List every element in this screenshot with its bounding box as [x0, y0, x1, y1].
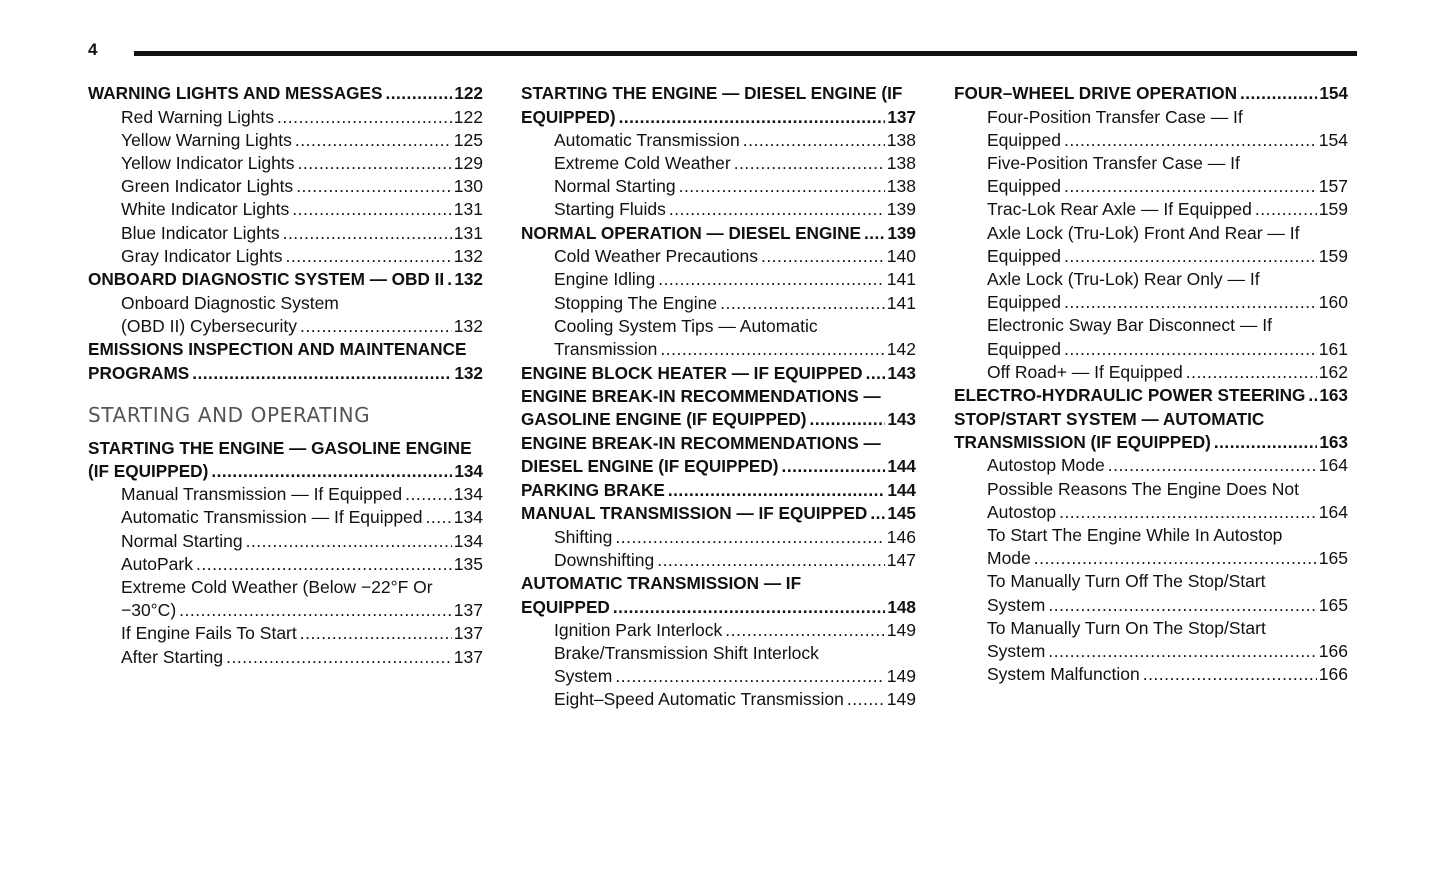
entry-title: AUTOMATIC TRANSMISSION — IF [521, 573, 802, 594]
toc-sub-entry[interactable] [88, 483, 483, 506]
entry-title: (IF EQUIPPED) [88, 461, 209, 482]
dot-leader [298, 152, 452, 175]
entry-title: To Manually Turn On The Stop/Start [987, 617, 1266, 638]
page-ref: 132 [454, 362, 483, 383]
dot-leader [847, 688, 885, 711]
page-ref: 164 [1318, 501, 1348, 522]
toc-main-entry[interactable] [954, 408, 1348, 454]
dot-leader [761, 245, 885, 268]
dot-leader [277, 106, 452, 129]
entry-title: GASOLINE ENGINE (IF EQUIPPED) [521, 409, 807, 430]
toc-main-entry[interactable] [521, 385, 916, 431]
entry-title: Downshifting [554, 549, 655, 570]
page-ref: 132 [453, 315, 483, 336]
toc-main-entry[interactable] [521, 222, 916, 245]
toc-main-entry[interactable] [954, 384, 1348, 407]
entry-title: White Indicator Lights [121, 199, 290, 220]
toc-main-entry[interactable] [88, 82, 483, 105]
toc-sub-entry[interactable] [88, 553, 483, 576]
entry-title: Ignition Park Interlock [554, 619, 723, 640]
dot-leader [725, 619, 885, 642]
page-ref: 134 [453, 530, 483, 551]
toc-sub-entry[interactable] [88, 106, 483, 129]
toc-main-entry[interactable] [521, 502, 916, 525]
dot-leader [1064, 291, 1317, 314]
entry-title: Possible Reasons The Engine Does Not [987, 478, 1299, 499]
entry-title: Eight–Speed Automatic Transmission [554, 689, 844, 710]
page-ref: 137 [887, 106, 916, 127]
header-rule [134, 51, 1357, 56]
entry-title: NORMAL OPERATION — DIESEL ENGINE [521, 223, 861, 243]
entry-title: Mode [987, 548, 1031, 569]
toc-main-entry[interactable] [521, 432, 916, 478]
dot-leader [295, 129, 452, 152]
entry-title: Autostop [987, 501, 1057, 522]
entry-title: EQUIPPED) [521, 106, 616, 127]
dot-leader [447, 268, 452, 291]
page-ref: 134 [453, 507, 483, 528]
entry-title: STOP/START SYSTEM — AUTOMATIC [954, 409, 1265, 430]
toc-main-entry[interactable] [88, 338, 483, 384]
page-ref: 163 [1319, 432, 1348, 453]
toc-sub-entry[interactable] [88, 152, 483, 175]
toc-sub-entry[interactable] [88, 530, 483, 553]
toc-sub-entry[interactable] [521, 198, 916, 221]
page-ref: 134 [454, 461, 483, 482]
entry-title: If Engine Fails To Start [121, 623, 297, 644]
toc-main-entry[interactable] [521, 362, 916, 385]
page-ref: 146 [886, 526, 916, 547]
page-ref: 149 [886, 619, 916, 640]
page-ref: 122 [453, 106, 483, 127]
entry-title: PROGRAMS [88, 362, 190, 383]
entry-title: Shifting [554, 526, 613, 547]
toc-sub-entry[interactable] [954, 454, 1348, 477]
dot-leader [870, 502, 885, 525]
toc-sub-entry[interactable] [521, 526, 916, 549]
dot-leader [615, 526, 884, 549]
dot-leader [660, 338, 884, 361]
entry-title: Yellow Indicator Lights [121, 153, 295, 173]
dot-leader [285, 245, 451, 268]
toc-sub-entry[interactable] [954, 478, 1348, 524]
page-ref: 129 [453, 153, 483, 173]
entry-title: Off Road+ — If Equipped [987, 361, 1183, 382]
entry-title: Starting Fluids [554, 199, 666, 220]
page-ref: 160 [1318, 292, 1348, 313]
entry-title: Automatic Transmission — If Equipped [121, 507, 423, 528]
page-ref: 137 [453, 646, 483, 667]
page-ref: 161 [1318, 338, 1348, 359]
toc-sub-entry[interactable] [954, 152, 1348, 198]
toc-column-3 [954, 82, 1348, 686]
entry-title: Five-Position Transfer Case — If [987, 153, 1240, 173]
entry-title: DIESEL ENGINE (IF EQUIPPED) [521, 456, 779, 477]
entry-title: Normal Starting [554, 176, 676, 197]
entry-title: ONBOARD DIAGNOSTIC SYSTEM — OBD II [88, 269, 445, 290]
dot-leader [615, 665, 884, 688]
dot-leader [720, 292, 885, 315]
dot-leader [866, 362, 886, 385]
entry-title: Cooling System Tips — Automatic [554, 315, 818, 336]
entry-title: Equipped [987, 338, 1061, 359]
toc-main-entry[interactable] [954, 82, 1348, 105]
page-ref: 157 [1318, 176, 1348, 197]
entry-title: Autostop Mode [987, 455, 1105, 476]
page-ref: 154 [1319, 83, 1348, 104]
toc-sub-entry[interactable] [88, 175, 483, 198]
page-ref: 141 [886, 292, 916, 313]
entry-title: Electronic Sway Bar Disconnect — If [987, 315, 1272, 336]
dot-leader [405, 483, 452, 506]
page-ref: 159 [1318, 245, 1348, 266]
entry-title: ENGINE BLOCK HEATER — IF EQUIPPED [521, 362, 863, 383]
entry-title: Red Warning Lights [121, 106, 275, 127]
entry-title: Extreme Cold Weather [554, 153, 731, 173]
entry-title: Equipped [987, 245, 1061, 266]
entry-title: Transmission [554, 339, 658, 360]
entry-title: System [987, 641, 1046, 662]
entry-title: AutoPark [121, 553, 193, 574]
dot-leader [864, 222, 885, 245]
page-ref: 131 [453, 199, 483, 220]
entry-title: Trac-Lok Rear Axle — If Equipped [987, 199, 1252, 220]
toc-main-entry[interactable] [88, 268, 483, 291]
entry-title: Automatic Transmission [554, 129, 740, 150]
page-ref: 145 [887, 503, 916, 524]
entry-title: FOUR–WHEEL DRIVE OPERATION [954, 83, 1237, 104]
page-ref: 144 [887, 456, 916, 477]
page-number: 4 [88, 40, 98, 59]
toc-sub-entry[interactable] [88, 576, 483, 622]
page-ref: 162 [1318, 361, 1348, 382]
dot-leader [613, 596, 885, 619]
dot-leader [1064, 245, 1317, 268]
entry-title: Yellow Warning Lights [121, 129, 292, 150]
entry-title: Gray Indicator Lights [121, 245, 283, 266]
toc-sub-entry[interactable] [954, 663, 1348, 686]
toc-sub-entry[interactable] [954, 570, 1348, 616]
toc-sub-entry[interactable] [521, 268, 916, 291]
dot-leader [669, 198, 885, 221]
dot-leader [426, 506, 452, 529]
page-ref: 144 [887, 479, 916, 500]
dot-leader [1108, 454, 1317, 477]
page-ref: 159 [1318, 199, 1348, 220]
dot-leader [1143, 663, 1317, 686]
dot-leader [1064, 175, 1317, 198]
toc-sub-entry[interactable] [521, 619, 916, 642]
toc-sub-entry[interactable] [954, 222, 1348, 268]
entry-title: Four-Position Transfer Case — If [987, 106, 1243, 127]
page-ref: 164 [1318, 455, 1348, 476]
page-ref: 138 [886, 176, 916, 197]
page-ref: 125 [453, 129, 483, 150]
toc-main-entry[interactable] [521, 572, 916, 618]
dot-leader [1048, 640, 1316, 663]
page-ref: 143 [887, 362, 916, 383]
entry-title: Manual Transmission — If Equipped [121, 484, 403, 505]
entry-title: Extreme Cold Weather (Below −22°F Or [121, 577, 433, 598]
dot-leader [283, 222, 452, 245]
entry-title: Brake/Transmission Shift Interlock [554, 643, 819, 663]
page-ref: 142 [886, 339, 916, 360]
dot-leader [1048, 594, 1316, 617]
page-ref: 140 [886, 246, 916, 267]
dot-leader [211, 460, 452, 483]
page-ref: 132 [454, 269, 483, 290]
page-ref: 122 [454, 83, 483, 104]
page-ref: 163 [1319, 385, 1348, 406]
entry-title: ENGINE BREAK-IN RECOMMENDATIONS — [521, 386, 881, 407]
entry-title: Stopping The Engine [554, 292, 718, 313]
entry-title: System [987, 594, 1046, 615]
entry-title: Cold Weather Precautions [554, 246, 758, 267]
entry-title: ENGINE BREAK-IN RECOMMENDATIONS — [521, 433, 881, 453]
page-ref: 131 [453, 222, 483, 243]
toc-sub-entry[interactable] [88, 129, 483, 152]
toc-sub-entry[interactable] [88, 292, 483, 338]
page-ref: 135 [453, 553, 483, 574]
dot-leader [782, 455, 886, 478]
toc-sub-entry[interactable] [954, 617, 1348, 663]
entry-title: TRANSMISSION (IF EQUIPPED) [954, 432, 1211, 453]
dot-leader [1186, 361, 1317, 384]
dot-leader [658, 268, 885, 291]
page-ref: 130 [453, 176, 483, 197]
dot-leader [657, 549, 885, 572]
toc-sub-entry[interactable] [521, 129, 916, 152]
entry-title: To Manually Turn Off The Stop/Start [987, 571, 1266, 592]
dot-leader [246, 530, 452, 553]
page-ref: 137 [453, 600, 483, 621]
page-ref: 166 [1318, 664, 1348, 685]
entry-title: MANUAL TRANSMISSION — IF EQUIPPED [521, 503, 868, 524]
page-ref: 147 [886, 549, 916, 570]
page-ref: 149 [886, 689, 916, 710]
toc-sub-entry[interactable] [521, 152, 916, 175]
entry-title: Axle Lock (Tru-Lok) Rear Only — If [987, 269, 1260, 290]
page-ref: 137 [453, 623, 483, 644]
entry-title: Engine Idling [554, 269, 656, 290]
dot-leader [679, 175, 885, 198]
dot-leader [1214, 431, 1317, 454]
dot-leader [192, 362, 452, 385]
toc-sub-entry[interactable] [954, 524, 1348, 570]
toc-sub-entry[interactable] [521, 292, 916, 315]
dot-leader [810, 408, 886, 431]
entry-title: Normal Starting [121, 530, 243, 551]
entry-title: System Malfunction [987, 664, 1140, 685]
dot-leader [179, 599, 452, 622]
dot-leader [1059, 501, 1317, 524]
toc-sub-entry[interactable] [521, 245, 916, 268]
entry-title: WARNING LIGHTS AND MESSAGES [88, 83, 383, 104]
toc-sub-entry[interactable] [88, 646, 483, 669]
toc-sub-entry[interactable] [954, 361, 1348, 384]
entry-title: After Starting [121, 646, 224, 667]
entry-title: ELECTRO-HYDRAULIC POWER STEERING [954, 385, 1306, 406]
entry-title: −30°C) [121, 600, 177, 621]
entry-title: System [554, 666, 613, 687]
toc-column-2 [521, 82, 916, 712]
page-ref: 165 [1318, 548, 1348, 569]
dot-leader [1240, 82, 1317, 105]
page-ref: 154 [1318, 129, 1348, 150]
page-ref: 139 [887, 223, 916, 243]
entry-title: EMISSIONS INSPECTION AND MAINTENANCE [88, 339, 467, 360]
dot-leader [619, 106, 886, 129]
dot-leader [1308, 384, 1317, 407]
toc-sub-entry[interactable] [88, 198, 483, 221]
dot-leader [668, 479, 885, 502]
dot-leader [1064, 129, 1317, 152]
entry-title: To Start The Engine While In Autostop [987, 525, 1283, 546]
toc-sub-entry[interactable] [88, 245, 483, 268]
dot-leader [226, 646, 452, 669]
entry-title: EQUIPPED [521, 596, 610, 617]
dot-leader [1034, 547, 1317, 570]
toc-sub-entry[interactable] [521, 642, 916, 688]
dot-leader [300, 622, 452, 645]
dot-leader [1255, 198, 1317, 221]
toc-main-entry[interactable] [521, 82, 916, 128]
page-ref: 165 [1318, 594, 1348, 615]
toc-column-1 [88, 82, 483, 669]
entry-title: STARTING THE ENGINE — DIESEL ENGINE (IF [521, 83, 903, 104]
page-ref: 141 [886, 269, 916, 290]
entry-title: Onboard Diagnostic System [121, 292, 339, 313]
toc-sub-entry[interactable] [954, 268, 1348, 314]
entry-title: Axle Lock (Tru-Lok) Front And Rear — If [987, 222, 1300, 243]
entry-title: (OBD II) Cybersecurity [121, 315, 297, 336]
entry-title: Equipped [987, 176, 1061, 197]
toc-main-entry[interactable] [521, 479, 916, 502]
page-ref: 166 [1318, 641, 1348, 662]
entry-title: Green Indicator Lights [121, 176, 294, 197]
entry-title: Equipped [987, 292, 1061, 313]
dot-leader [385, 82, 452, 105]
toc-sub-entry[interactable] [521, 315, 916, 361]
dot-leader [292, 198, 452, 221]
toc-sub-entry[interactable] [88, 506, 483, 529]
page-ref: 138 [886, 153, 916, 173]
dot-leader [1064, 338, 1317, 361]
entry-title: Blue Indicator Lights [121, 222, 280, 243]
entry-title: STARTING THE ENGINE — GASOLINE ENGINE [88, 437, 472, 458]
dot-leader [300, 315, 452, 338]
dot-leader [196, 553, 452, 576]
dot-leader [743, 129, 885, 152]
page-ref: 149 [886, 666, 916, 687]
toc-sub-entry[interactable] [521, 549, 916, 572]
toc-main-entry[interactable] [88, 437, 483, 483]
toc-sub-entry[interactable] [88, 222, 483, 245]
entry-title: PARKING BRAKE [521, 479, 665, 500]
page-ref: 132 [453, 245, 483, 266]
toc-sub-entry[interactable] [954, 314, 1348, 360]
dot-leader [296, 175, 452, 198]
toc-sub-entry[interactable] [521, 175, 916, 198]
entry-title: Equipped [987, 129, 1061, 150]
page-ref: 138 [886, 129, 916, 150]
page-ref: 148 [887, 596, 916, 617]
dot-leader [734, 152, 885, 175]
page-ref: 134 [453, 484, 483, 505]
toc-sub-entry[interactable] [954, 106, 1348, 152]
page-ref: 139 [886, 199, 916, 220]
page-ref: 143 [887, 409, 916, 430]
section-heading: STARTING AND OPERATING [88, 402, 371, 427]
toc-sub-entry[interactable] [88, 622, 483, 645]
toc-sub-entry[interactable] [521, 688, 916, 711]
toc-sub-entry[interactable] [954, 198, 1348, 221]
